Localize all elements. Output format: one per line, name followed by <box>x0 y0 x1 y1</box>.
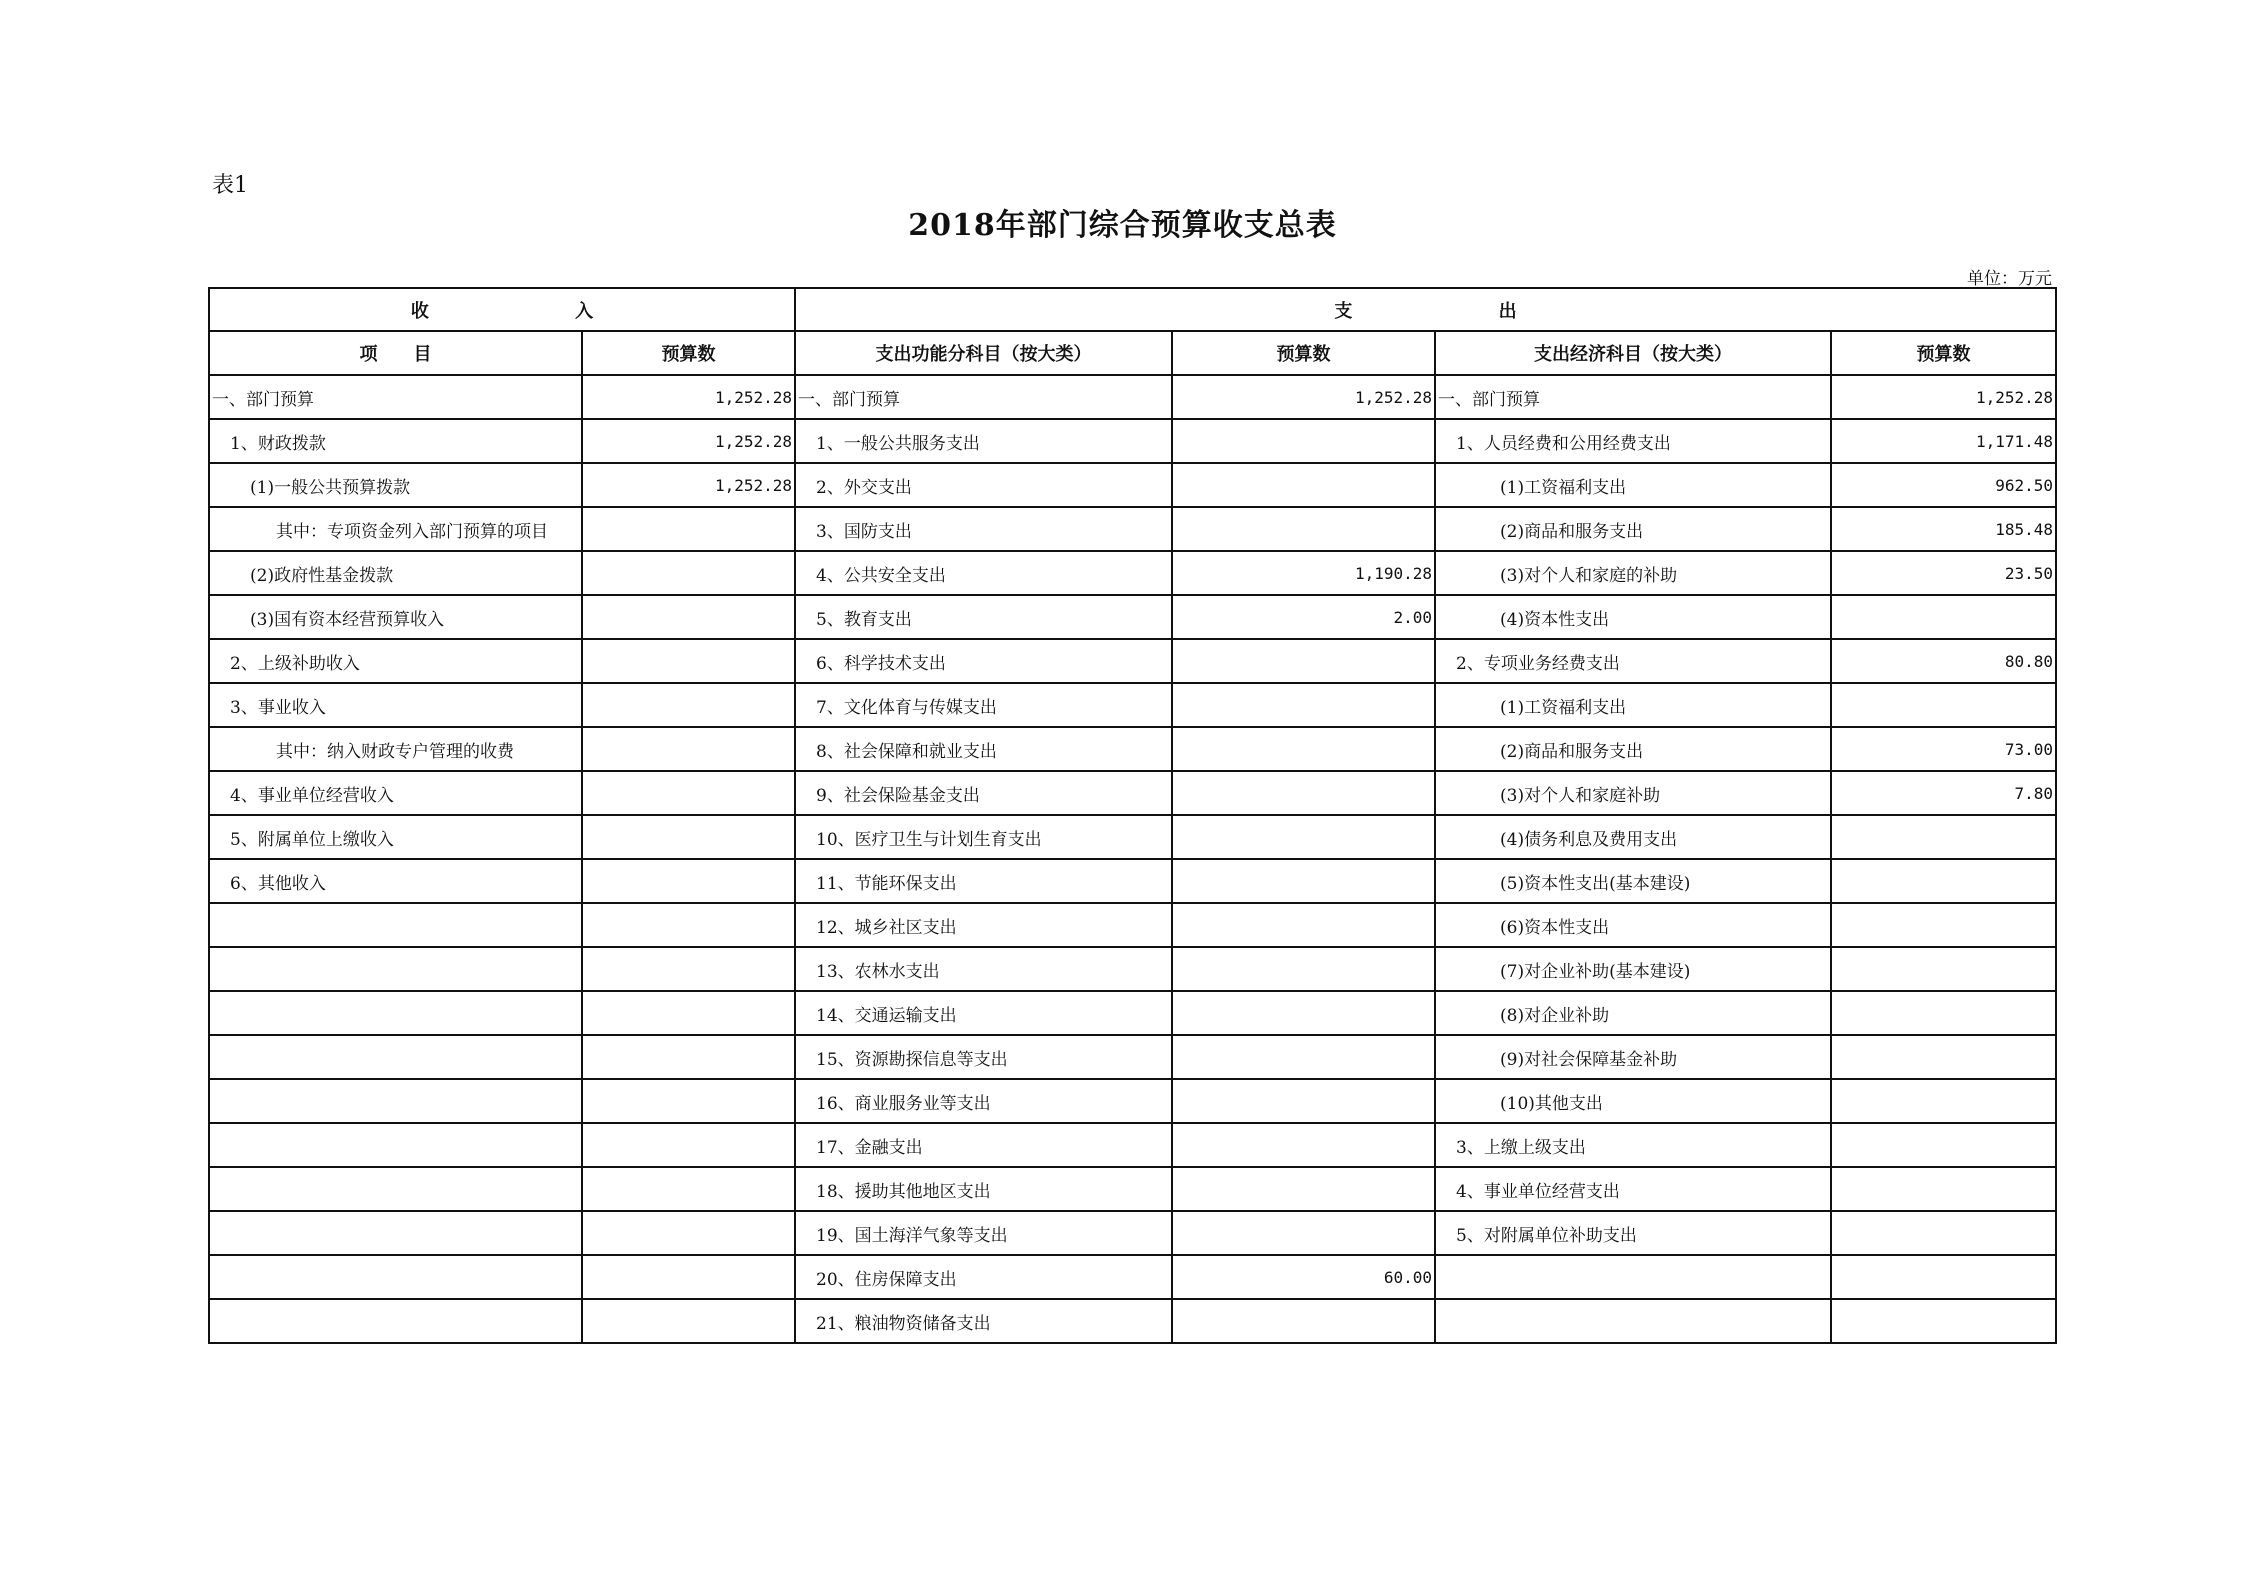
table-row <box>209 859 2056 903</box>
table-row <box>209 1079 2056 1123</box>
function-budget <box>1172 859 1435 903</box>
economic-item: (2)商品和服务支出 <box>1435 727 1831 771</box>
function-budget <box>1172 727 1435 771</box>
header-budget-function: 预算数 <box>1172 331 1435 375</box>
economic-item: 一、部门预算 <box>1435 375 1831 419</box>
income-budget <box>582 1255 795 1299</box>
unit-label: 单位：万元 <box>1967 269 2052 289</box>
economic-item: (6)资本性支出 <box>1435 903 1831 947</box>
income-item: 5、附属单位上缴收入 <box>209 815 582 859</box>
header-function-class: 支出功能分科目（按大类） <box>795 331 1172 375</box>
income-item: 1、财政拨款 <box>209 419 582 463</box>
income-budget <box>582 1035 795 1079</box>
economic-budget: 7.80 <box>1831 771 2056 815</box>
function-item: 5、教育支出 <box>795 595 1172 639</box>
function-item: 8、社会保障和就业支出 <box>795 727 1172 771</box>
income-budget <box>582 859 795 903</box>
economic-item: (4)资本性支出 <box>1435 595 1831 639</box>
header-budget-economic: 预算数 <box>1831 331 2056 375</box>
function-budget: 2.00 <box>1172 595 1435 639</box>
income-budget <box>582 771 795 815</box>
economic-budget: 23.50 <box>1831 551 2056 595</box>
economic-budget: 185.48 <box>1831 507 2056 551</box>
function-budget <box>1172 463 1435 507</box>
income-item: 其中：专项资金列入部门预算的项目 <box>209 507 582 551</box>
economic-item: (7)对企业补助(基本建设) <box>1435 947 1831 991</box>
income-budget <box>582 815 795 859</box>
function-budget <box>1172 639 1435 683</box>
income-item <box>209 947 582 991</box>
budget-summary-table <box>208 287 2057 1344</box>
table-row <box>209 815 2056 859</box>
function-item: 20、住房保障支出 <box>795 1255 1172 1299</box>
economic-item: (10)其他支出 <box>1435 1079 1831 1123</box>
economic-item: 5、对附属单位补助支出 <box>1435 1211 1831 1255</box>
economic-item: (2)商品和服务支出 <box>1435 507 1831 551</box>
function-budget <box>1172 507 1435 551</box>
income-item: 其中：纳入财政专户管理的收费 <box>209 727 582 771</box>
function-item: 15、资源勘探信息等支出 <box>795 1035 1172 1079</box>
function-item: 10、医疗卫生与计划生育支出 <box>795 815 1172 859</box>
economic-budget <box>1831 815 2056 859</box>
income-budget <box>582 639 795 683</box>
header-item: 项 目 <box>209 331 582 375</box>
income-item: 2、上级补助收入 <box>209 639 582 683</box>
table-row <box>209 639 2056 683</box>
table-row <box>209 419 2056 463</box>
economic-budget <box>1831 1211 2056 1255</box>
column-header-row <box>209 331 2056 375</box>
function-budget <box>1172 1123 1435 1167</box>
function-budget <box>1172 1167 1435 1211</box>
economic-budget: 1,252.28 <box>1831 375 2056 419</box>
economic-budget: 80.80 <box>1831 639 2056 683</box>
function-item: 19、国土海洋气象等支出 <box>795 1211 1172 1255</box>
income-item <box>209 1079 582 1123</box>
economic-budget: 1,171.48 <box>1831 419 2056 463</box>
function-item: 一、部门预算 <box>795 375 1172 419</box>
income-item <box>209 991 582 1035</box>
function-item: 7、文化体育与传媒支出 <box>795 683 1172 727</box>
function-item: 14、交通运输支出 <box>795 991 1172 1035</box>
table-row <box>209 903 2056 947</box>
income-budget <box>582 683 795 727</box>
income-item <box>209 1123 582 1167</box>
income-budget <box>582 991 795 1035</box>
economic-budget <box>1831 1299 2056 1343</box>
function-budget <box>1172 815 1435 859</box>
function-budget <box>1172 991 1435 1035</box>
income-budget <box>582 947 795 991</box>
table-row <box>209 1211 2056 1255</box>
economic-budget <box>1831 1123 2056 1167</box>
function-item: 17、金融支出 <box>795 1123 1172 1167</box>
income-budget <box>582 903 795 947</box>
income-item: (3)国有资本经营预算收入 <box>209 595 582 639</box>
income-item: (1)一般公共预算拨款 <box>209 463 582 507</box>
function-item: 6、科学技术支出 <box>795 639 1172 683</box>
group-header-row <box>209 288 2056 331</box>
economic-item: 2、专项业务经费支出 <box>1435 639 1831 683</box>
economic-item: (4)债务利息及费用支出 <box>1435 815 1831 859</box>
income-budget <box>582 1211 795 1255</box>
income-item: 一、部门预算 <box>209 375 582 419</box>
income-item <box>209 1167 582 1211</box>
economic-budget <box>1831 1035 2056 1079</box>
function-item: 18、援助其他地区支出 <box>795 1167 1172 1211</box>
table-row <box>209 727 2056 771</box>
function-item: 11、节能环保支出 <box>795 859 1172 903</box>
table-row <box>209 551 2056 595</box>
income-item <box>209 1035 582 1079</box>
economic-item: (9)对社会保障基金补助 <box>1435 1035 1831 1079</box>
economic-budget <box>1831 859 2056 903</box>
table-row <box>209 947 2056 991</box>
economic-budget <box>1831 595 2056 639</box>
function-item: 16、商业服务业等支出 <box>795 1079 1172 1123</box>
economic-item: (1)工资福利支出 <box>1435 683 1831 727</box>
economic-budget <box>1831 1167 2056 1211</box>
table-row <box>209 1167 2056 1211</box>
function-budget: 1,252.28 <box>1172 375 1435 419</box>
economic-item: (3)对个人和家庭补助 <box>1435 771 1831 815</box>
economic-item: 4、事业单位经营支出 <box>1435 1167 1831 1211</box>
function-budget: 1,190.28 <box>1172 551 1435 595</box>
income-group-header: 收 入 <box>209 288 795 331</box>
function-item: 13、农林水支出 <box>795 947 1172 991</box>
income-budget <box>582 507 795 551</box>
economic-item: (5)资本性支出(基本建设) <box>1435 859 1831 903</box>
economic-budget: 962.50 <box>1831 463 2056 507</box>
economic-budget <box>1831 947 2056 991</box>
income-budget <box>582 1167 795 1211</box>
income-item: 4、事业单位经营收入 <box>209 771 582 815</box>
function-budget <box>1172 683 1435 727</box>
income-item <box>209 1299 582 1343</box>
table-row <box>209 1035 2056 1079</box>
function-budget <box>1172 1079 1435 1123</box>
income-budget: 1,252.28 <box>582 463 795 507</box>
table-row <box>209 683 2056 727</box>
economic-item: (8)对企业补助 <box>1435 991 1831 1035</box>
table-row <box>209 595 2056 639</box>
income-budget <box>582 1299 795 1343</box>
table-label: 表1 <box>212 173 248 198</box>
table-row <box>209 1123 2056 1167</box>
header-budget-income: 预算数 <box>582 331 795 375</box>
income-budget: 1,252.28 <box>582 375 795 419</box>
function-budget <box>1172 1035 1435 1079</box>
document-title: 2018年部门综合预算收支总表 <box>908 208 1337 243</box>
function-item: 21、粮油物资储备支出 <box>795 1299 1172 1343</box>
economic-item: (1)工资福利支出 <box>1435 463 1831 507</box>
income-item <box>209 1255 582 1299</box>
income-item <box>209 903 582 947</box>
economic-item: (3)对个人和家庭的补助 <box>1435 551 1831 595</box>
income-budget <box>582 727 795 771</box>
function-item: 2、外交支出 <box>795 463 1172 507</box>
function-item: 12、城乡社区支出 <box>795 903 1172 947</box>
economic-item <box>1435 1255 1831 1299</box>
economic-item <box>1435 1299 1831 1343</box>
function-budget <box>1172 419 1435 463</box>
function-item: 9、社会保险基金支出 <box>795 771 1172 815</box>
income-budget: 1,252.28 <box>582 419 795 463</box>
economic-budget <box>1831 903 2056 947</box>
income-item: 6、其他收入 <box>209 859 582 903</box>
table-row <box>209 463 2056 507</box>
function-item: 1、一般公共服务支出 <box>795 419 1172 463</box>
function-budget: 60.00 <box>1172 1255 1435 1299</box>
income-item: 3、事业收入 <box>209 683 582 727</box>
income-budget <box>582 595 795 639</box>
table-row <box>209 991 2056 1035</box>
function-budget <box>1172 903 1435 947</box>
function-budget <box>1172 1211 1435 1255</box>
economic-budget <box>1831 1255 2056 1299</box>
economic-budget <box>1831 683 2056 727</box>
income-budget <box>582 551 795 595</box>
table-row <box>209 1299 2056 1343</box>
table-row <box>209 771 2056 815</box>
table-row <box>209 1255 2056 1299</box>
economic-budget: 73.00 <box>1831 727 2056 771</box>
function-budget <box>1172 1299 1435 1343</box>
income-item <box>209 1211 582 1255</box>
income-budget <box>582 1079 795 1123</box>
economic-item: 1、人员经费和公用经费支出 <box>1435 419 1831 463</box>
expense-group-header: 支 出 <box>795 288 2056 331</box>
function-budget <box>1172 771 1435 815</box>
economic-item: 3、上缴上级支出 <box>1435 1123 1831 1167</box>
economic-budget <box>1831 991 2056 1035</box>
function-item: 4、公共安全支出 <box>795 551 1172 595</box>
table-row <box>209 507 2056 551</box>
table-row <box>209 375 2056 419</box>
income-budget <box>582 1123 795 1167</box>
function-item: 3、国防支出 <box>795 507 1172 551</box>
header-economic-class: 支出经济科目（按大类） <box>1435 331 1831 375</box>
function-budget <box>1172 947 1435 991</box>
economic-budget <box>1831 1079 2056 1123</box>
income-item: (2)政府性基金拨款 <box>209 551 582 595</box>
